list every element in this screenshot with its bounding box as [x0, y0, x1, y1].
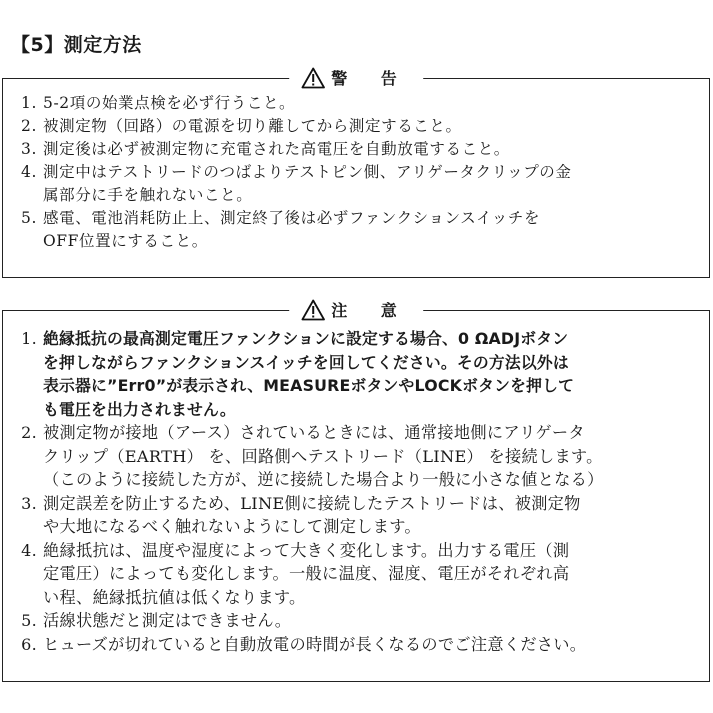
caution-box: [2, 301, 710, 682]
item-number: 2.: [21, 117, 37, 135]
item-line: ヒューズが切れていると自動放電の時間が長くなるのでご注意ください。: [43, 634, 587, 654]
warning-box-header: [289, 66, 423, 89]
item-line: を押しながらファンクションスイッチを回してください。その方法以外は: [43, 352, 569, 372]
item-line: 測定誤差を防止するため、LINE側に接続したテストリードは、被測定物: [43, 493, 581, 513]
item-text: [43, 161, 705, 207]
item-line: や大地になるべく触れないようにして測定します。: [43, 517, 421, 536]
item-line: 測定中はテストリードのつばよりテストピン側、アリゲータクリップの金: [43, 163, 572, 181]
item-line: OFF位置にすること。: [43, 232, 208, 250]
list-item: [7, 138, 705, 161]
item-text: [43, 633, 705, 657]
item-text: [43, 115, 705, 138]
item-line: 属部分に手を触れないこと。: [43, 186, 253, 204]
item-number: 2.: [21, 423, 37, 442]
item-text: [43, 327, 705, 421]
warning-box: [2, 69, 710, 278]
item-text: [43, 421, 705, 492]
item-line: 被測定物が接地（アース）されているときには、通常接地側にアリゲータ: [43, 423, 585, 442]
list-item: [7, 115, 705, 138]
item-number: 1.: [21, 329, 37, 348]
item-number: 3.: [21, 140, 37, 158]
item-line: い程、絶縁抵抗値は低くなります。: [43, 587, 306, 607]
warning-box-title: 警 告: [331, 69, 411, 88]
item-line: クリップ（EARTH） を、回路側へテストリード（LINE） を接続します。: [43, 446, 603, 466]
caution-list: [7, 327, 705, 656]
item-text: [43, 92, 705, 115]
item-line: 定電圧）によっても変化します。一般に温度、湿度、電圧がそれぞれ高: [43, 564, 570, 583]
warning-triangle-icon: [301, 67, 325, 89]
item-line: 表示器に”Err0”が表示され、MEASUREボタンやLOCKボタンを押して: [43, 376, 575, 395]
caution-box-title: 注 意: [331, 301, 411, 320]
item-line: （このように接続した方が、逆に接続した場合より一般に小さな値となる）: [43, 470, 604, 489]
list-item: [7, 92, 705, 115]
item-number: 4.: [21, 540, 37, 560]
item-number: 3.: [21, 493, 37, 513]
item-number: 6.: [21, 634, 37, 654]
item-line: も電圧を出力されません。: [43, 399, 236, 419]
list-item: [7, 421, 705, 492]
warning-list: [7, 92, 705, 253]
item-text: [43, 207, 705, 253]
item-line: 5-2項の始業点検を必ず行うこと。: [43, 94, 296, 112]
item-number: 5.: [21, 611, 37, 630]
item-text: [43, 539, 705, 610]
item-line: 測定後は必ず被測定物に充電された高電圧を自動放電すること。: [43, 140, 510, 158]
list-item: [7, 327, 705, 421]
warning-triangle-icon: [301, 299, 325, 321]
item-line: 被測定物（回路）の電源を切り離してから測定すること。: [43, 117, 462, 135]
item-line: 絶縁抵抗は、温度や湿度によって大きく変化します。出力する電圧（測: [43, 540, 570, 560]
caution-box-header: [289, 298, 423, 321]
item-number: 5.: [21, 209, 37, 227]
list-item: [7, 539, 705, 610]
item-number: 4.: [21, 163, 37, 181]
item-line: 感電、電池消耗防止上、測定終了後は必ずファンクションスイッチを: [43, 209, 541, 227]
list-item: [7, 161, 705, 207]
list-item: [7, 633, 705, 657]
item-line: 活線状態だと測定はできません。: [43, 611, 292, 630]
item-line: 絶縁抵抗の最高測定電圧ファンクションに設定する場合、0 ΩADJボタン: [43, 329, 569, 348]
list-item: [7, 207, 705, 253]
list-item: [7, 492, 705, 539]
item-number: 1.: [21, 94, 37, 112]
item-text: [43, 138, 705, 161]
list-item: [7, 609, 705, 633]
item-text: [43, 492, 705, 539]
item-text: [43, 609, 705, 633]
section-title: 【5】測定方法: [11, 34, 142, 56]
